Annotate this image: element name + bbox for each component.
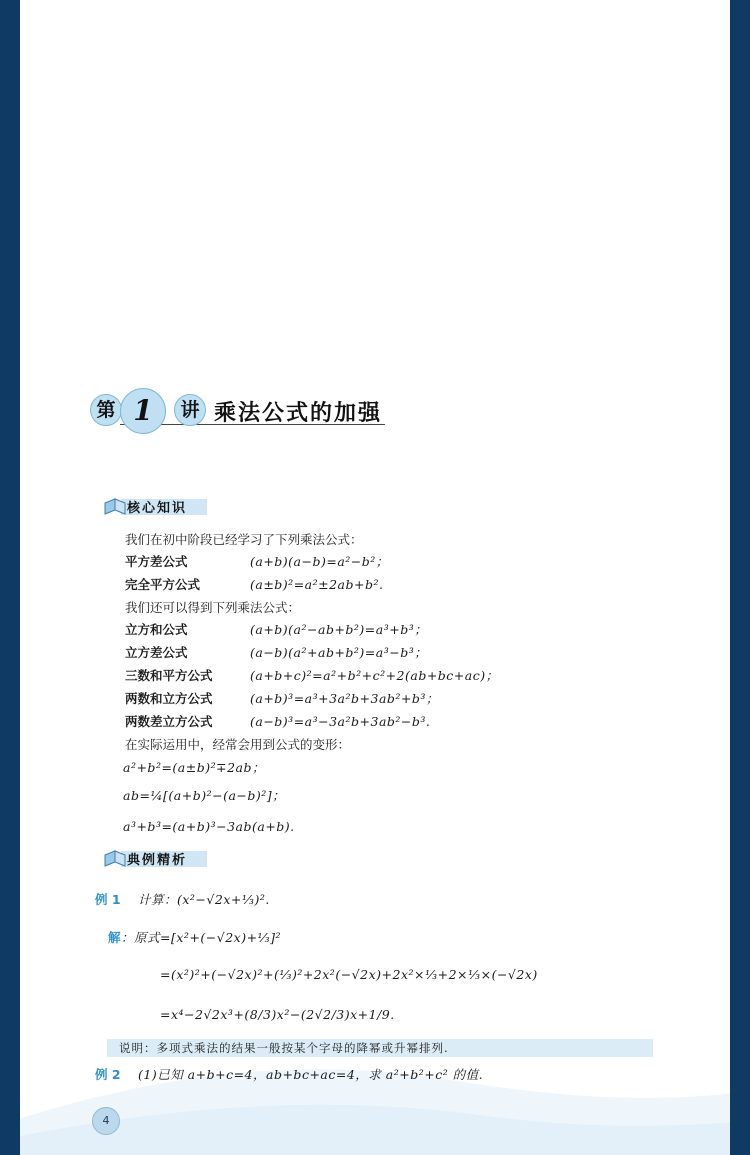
formula-expression: (a−b)(a²+ab+b²)=a³−b³；: [250, 645, 428, 660]
intro-text-3: 在实际运用中，经常会用到公式的变形：: [125, 737, 351, 752]
formula-expression: (a+b+c)²=a²+b²+c²+2(ab+bc+ac)；: [250, 668, 499, 683]
formula-name: 两数和立方公式: [125, 691, 213, 706]
lesson-prefix: 第: [90, 394, 122, 426]
lesson-header: [90, 392, 390, 432]
formula-name: 两数差立方公式: [125, 714, 213, 729]
formula-expression: (a+b)(a−b)=a²−b²；: [250, 554, 389, 569]
book-icon: [103, 848, 129, 870]
formula-variant: a²+b²=(a±b)²∓2ab；: [123, 760, 265, 775]
formula-expression: (a+b)(a²−ab+b²)=a³+b³；: [250, 622, 428, 637]
solution-step: =x⁴−2√2x³+(8/3)x²−(2√2/3)x+1/9.: [160, 1007, 395, 1022]
left-border: [0, 0, 20, 1155]
intro-text-2: 我们还可以得到下列乘法公式：: [125, 600, 301, 615]
section-label: 核心知识: [127, 501, 188, 516]
example-2-label: 例 2: [95, 1067, 121, 1082]
solution-step: =(x²)²+(−√2x)²+(⅓)²+2x²(−√2x)+2x²×⅓+2×⅓×(−√2x): [160, 967, 538, 982]
page-number: 4: [92, 1107, 120, 1135]
formula-name: 立方和公式: [125, 622, 188, 637]
lesson-number: 1: [120, 388, 166, 434]
formula-name: 完全平方公式: [125, 577, 201, 592]
formula-name: 三数和平方公式: [125, 668, 213, 683]
lesson-title: 乘法公式的加强: [214, 401, 383, 426]
note-box: 说明：多项式乘法的结果一般按某个字母的降幂或升幂排列.: [107, 1039, 653, 1057]
solution-step: ：原式=[x²+(−√2x)+⅓]²: [121, 930, 282, 945]
section-label: 典例精析: [127, 853, 188, 868]
intro-text-1: 我们在初中阶段已经学习了下列乘法公式：: [125, 532, 363, 547]
right-border: [730, 0, 750, 1155]
formula-expression: (a−b)³=a³−3a²b+3ab²−b³.: [250, 714, 431, 729]
formula-name: 立方差公式: [125, 645, 188, 660]
example-1-question: 计算：(x²−√2x+⅓)².: [138, 892, 270, 907]
solution-label: 解: [108, 930, 121, 945]
formula-variant: ab=¼[(a+b)²−(a−b)²]；: [123, 788, 286, 803]
formula-expression: (a+b)³=a³+3a²b+3ab²+b³；: [250, 691, 439, 706]
formula-expression: (a±b)²=a²±2ab+b².: [250, 577, 384, 592]
example-2-question: (1)已知 a+b+c=4，ab+bc+ac=4，求 a²+b²+c² 的值.: [138, 1067, 484, 1082]
formula-name: 平方差公式: [125, 554, 188, 569]
book-icon: [103, 496, 129, 518]
example-1-label: 例 1: [95, 892, 121, 907]
formula-variant: a³+b³=(a+b)³−3ab(a+b).: [123, 819, 295, 834]
lesson-suffix: 讲: [174, 394, 206, 426]
